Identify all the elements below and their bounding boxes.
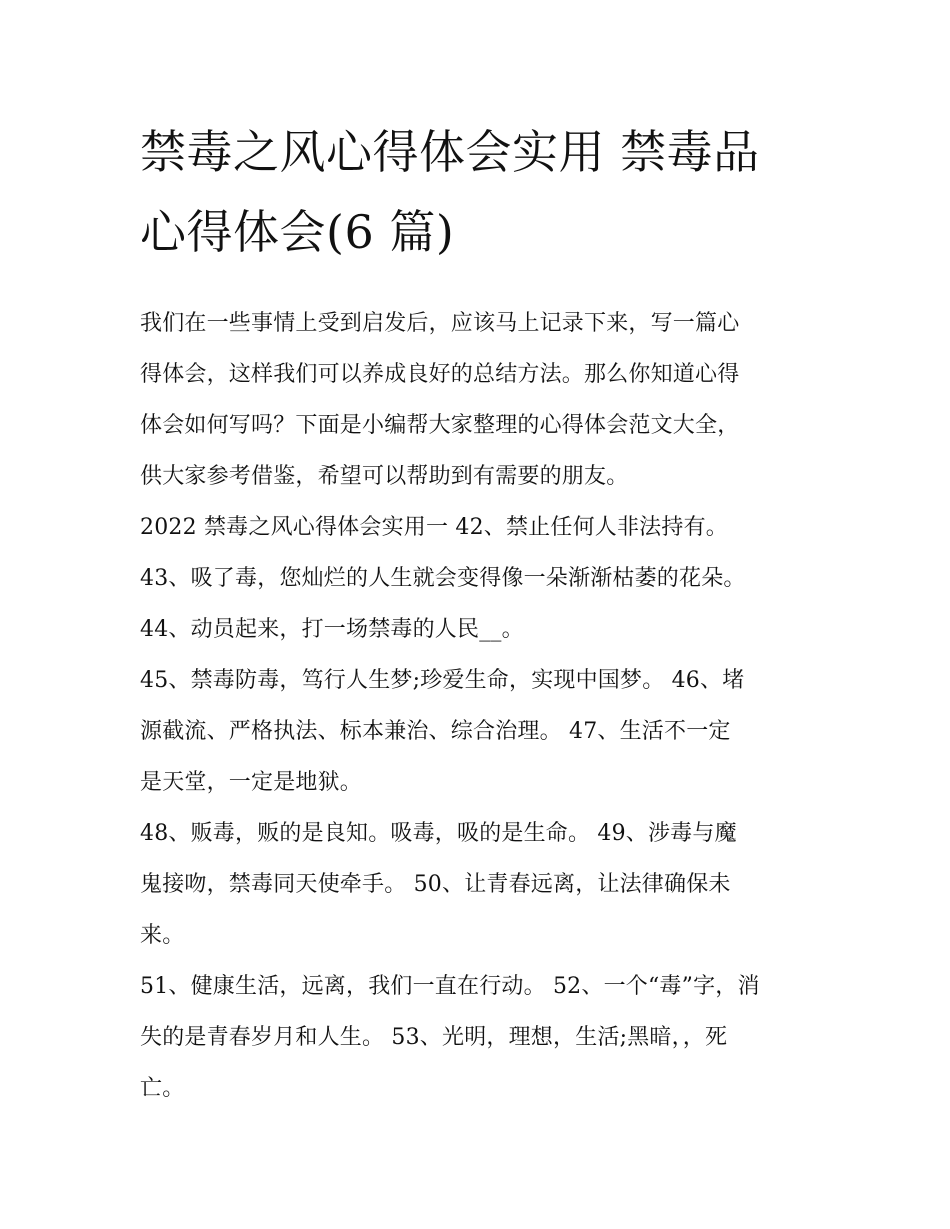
paragraph-slogans-45-47	[140, 655, 820, 808]
text-line: 供大家参考借鉴，希望可以帮助到有需要的朋友。	[140, 464, 629, 489]
document-content	[140, 112, 820, 1114]
text-line: 源截流、严格执法、标本兼治、综合治理。 47、生活不一定	[140, 719, 731, 744]
paragraph-slogan-43	[140, 553, 820, 604]
text-line: 43、吸了毒，您灿烂的人生就会变得像一朵渐渐枯萎的花朵。	[140, 566, 746, 591]
intro-paragraph	[140, 298, 820, 502]
text-line: 2022 禁毒之风心得体会实用一 42、禁止任何人非法持有。	[140, 515, 728, 540]
paragraph-slogan-44	[140, 604, 820, 655]
document-title	[140, 112, 820, 272]
text-line: 失的是青春岁月和人生。 53、光明，理想，生活;黑暗，，死	[140, 1025, 728, 1050]
text-line: 45、禁毒防毒，笃行人生梦;珍爱生命，实现中国梦。 46、堵	[140, 668, 745, 693]
text-line: 体会如何写吗？下面是小编帮大家整理的心得体会范文大全，	[140, 413, 740, 438]
text-line: 亡。	[140, 1076, 185, 1101]
text-line: 得体会，这样我们可以养成良好的总结方法。那么你知道心得	[140, 362, 740, 387]
paragraph-slogans-51-53	[140, 961, 820, 1114]
text-line: 来。	[140, 923, 185, 948]
title-line: 禁毒之风心得体会实用 禁毒品	[140, 125, 760, 179]
text-line: 是天堂，一定是地狱。	[140, 770, 363, 795]
text-line: 51、健康生活，远离，我们一直在行动。 52、一个“毒”字，消	[140, 974, 760, 999]
paragraph-slogan-42	[140, 502, 820, 553]
text-line: 我们在一些事情上受到启发后，应该马上记录下来，写一篇心	[140, 311, 740, 336]
document-body	[140, 298, 820, 1114]
paragraph-slogans-48-50	[140, 808, 820, 961]
text-line: 44、动员起来，打一场禁毒的人民__。	[140, 617, 524, 642]
text-line: 48、贩毒，贩的是良知。吸毒，吸的是生命。 49、涉毒与魔	[140, 821, 737, 846]
text-line: 鬼接吻，禁毒同天使牵手。 50、让青春远离，让法律确保未	[140, 872, 731, 897]
title-line: 心得体会(6 篇)	[140, 205, 455, 259]
